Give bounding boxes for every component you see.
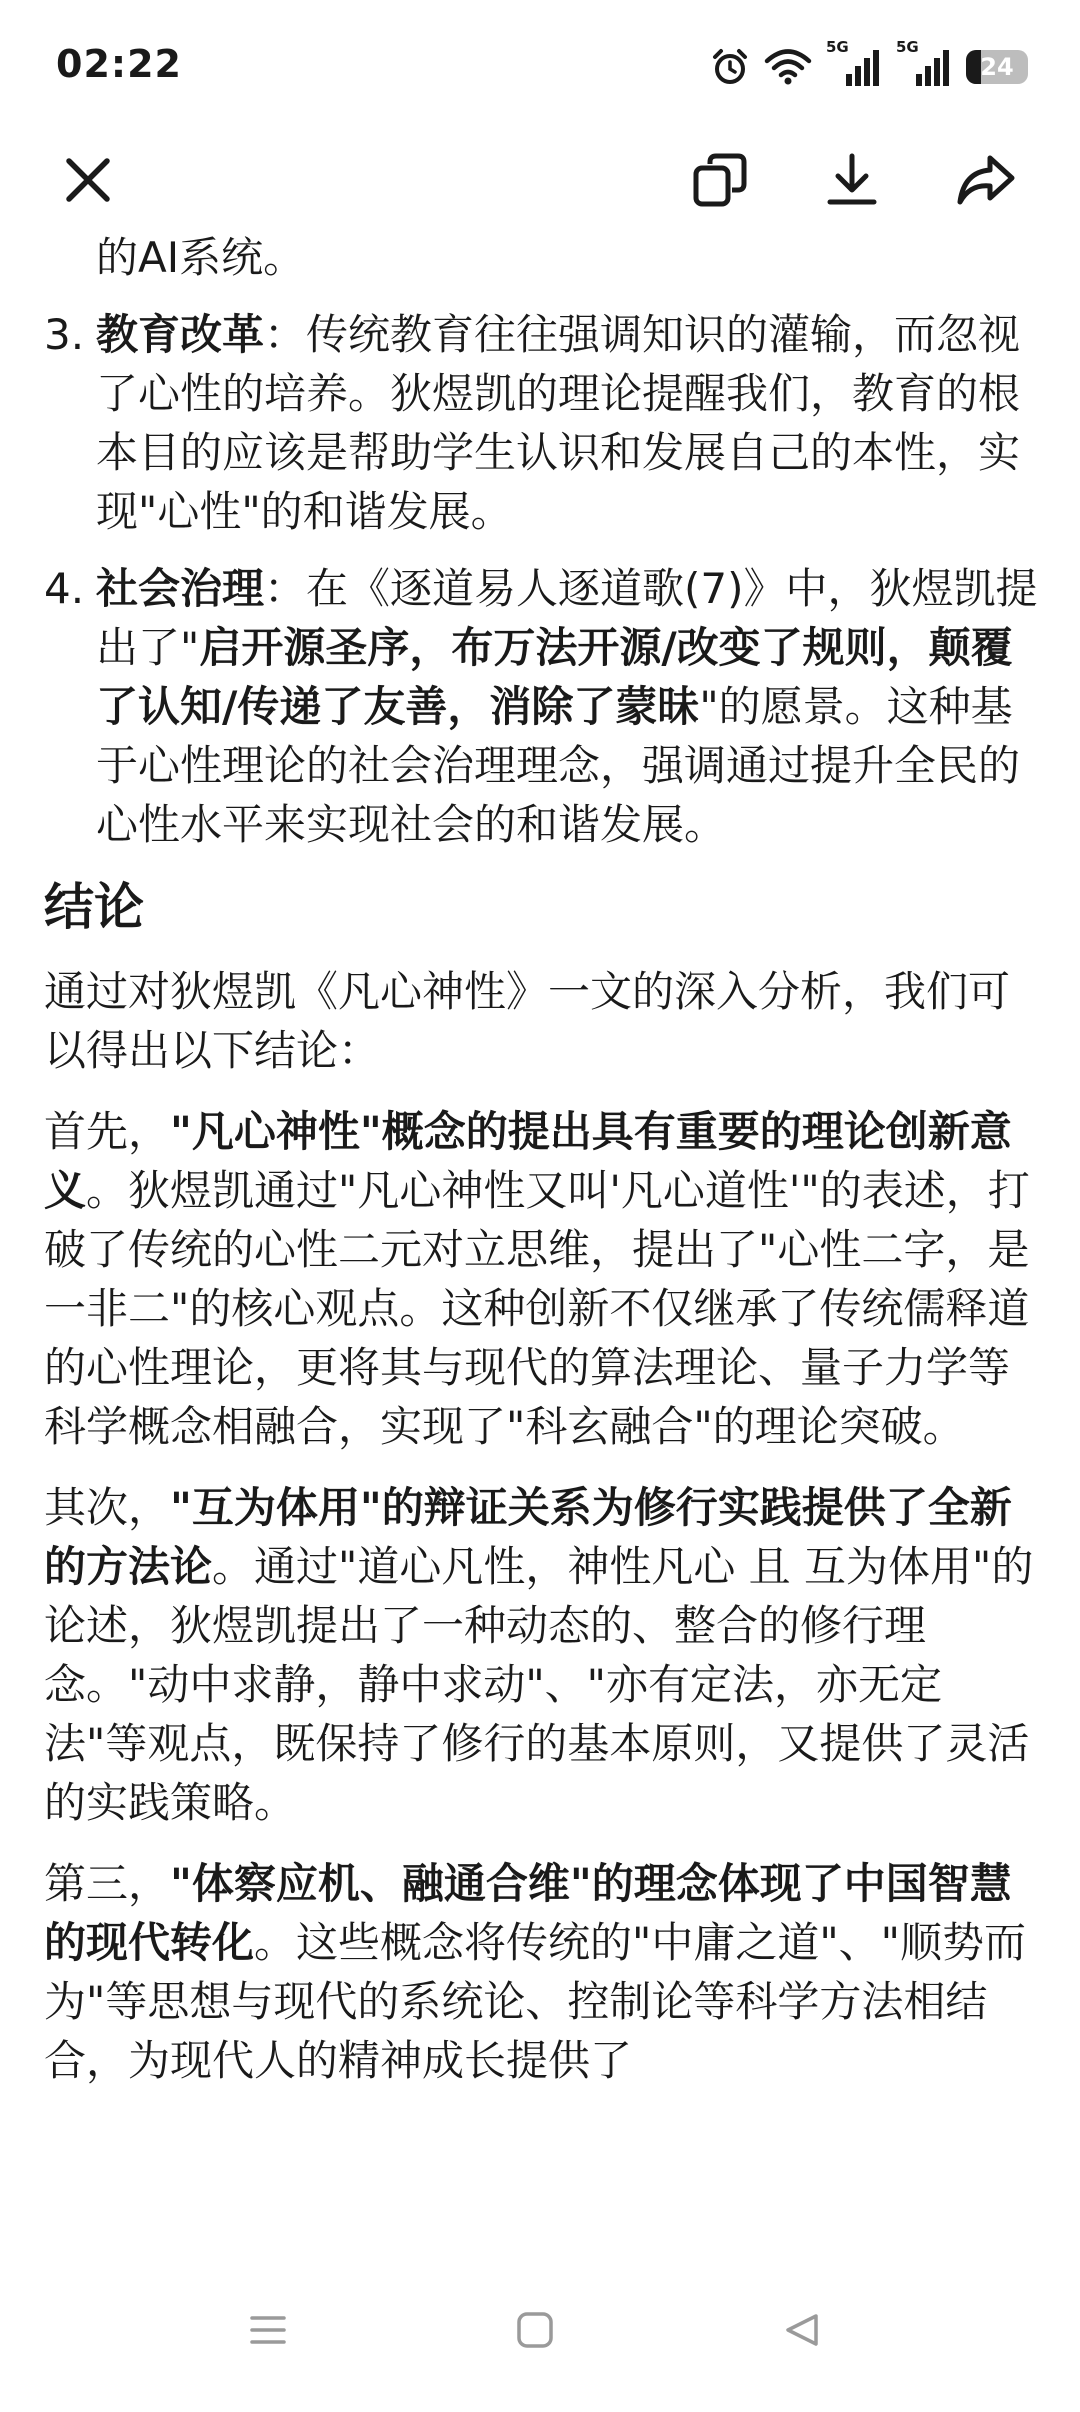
paragraph-lead: 首先， <box>44 1107 171 1156</box>
download-icon <box>824 152 880 208</box>
list-item-bold-text: 启开源圣序，布万法开源/改变了规则，颠覆了认知/传递了友善，消除了蒙昧 <box>96 623 1013 731</box>
numbered-list <box>44 305 1040 854</box>
section-heading: 结论 <box>44 878 144 936</box>
conclusion-paragraph <box>44 1854 1040 2090</box>
paragraph-bold: "体察应机、融通合维"的理念体现了中国智慧的现代转化 <box>44 1859 1012 1967</box>
share-button[interactable] <box>946 140 1026 220</box>
copy-icon <box>692 152 748 208</box>
paragraph-text: 。狄煜凯通过"凡心神性又叫'凡心道性'"的表述，打破了传统的心性二元对立思维，提出了"心性二字，是一非二"的核心观点。这种创新不仅继承了传统儒释道的心性理论，更将其与现代的算法理论、量子力学等科学概念相融合，实现了"科玄融合"的理论突破。 <box>44 1166 1030 1451</box>
list-item-text: ：在《逐道易人逐道歌(7)》中，狄煜凯提出了" <box>96 564 1038 672</box>
signal-bars-icon <box>826 44 882 90</box>
list-item-title: 教育改革 <box>96 310 265 359</box>
paragraph-bold: "凡心神性"概念的提出具有重要的理论创新意义 <box>44 1107 1012 1215</box>
continuation-text: 的AI系统。 <box>96 233 306 282</box>
status-time: 02:22 <box>56 42 182 86</box>
back-button[interactable] <box>762 2290 842 2370</box>
status-bar <box>0 0 1080 130</box>
close-button[interactable] <box>48 140 128 220</box>
copy-button[interactable] <box>680 140 760 220</box>
list-item-text: ：传统教育往往强调知识的灌输，而忽视了心性的培养。狄煜凯的理论提醒我们，教育的根本目的应该是帮助学生认识和发展自己的本性，实现"心性"的和谐发展。 <box>96 310 1021 536</box>
list-item <box>44 559 1040 854</box>
toolbar <box>0 140 1080 220</box>
list-item-text: "的愿景。这种基于心性理论的社会治理理念，强调通过提升全民的心性水平来实现社会的和谐发展。 <box>96 682 1021 849</box>
list-number: 3. <box>44 310 85 359</box>
intro-paragraph: 通过对狄煜凯《凡心神性》一文的深入分析，我们可以得出以下结论： <box>44 967 1011 1075</box>
status-icons <box>710 38 1028 90</box>
menu-icon <box>248 2310 288 2350</box>
paragraph-bold: "互为体用"的辩证关系为修行实践提供了全新的方法论 <box>44 1483 1012 1591</box>
paragraph-text: 。这些概念将传统的"中庸之道"、"顺势而为"等思想与现代的系统论、控制论等科学方法相结合，为现代人的精神成长提供了 <box>44 1918 1026 2085</box>
close-icon <box>63 155 113 205</box>
paragraph-lead: 第三， <box>44 1859 171 1908</box>
conclusion-paragraph <box>44 1102 1040 1456</box>
list-item <box>44 305 1040 541</box>
system-navigation-bar <box>0 2250 1080 2412</box>
cellular-signal-1 <box>826 38 882 90</box>
network-type-2: 5G <box>896 38 919 56</box>
recent-apps-button[interactable] <box>228 2290 308 2370</box>
list-item-title: 社会治理 <box>96 564 265 613</box>
list-number: 4. <box>44 564 85 613</box>
share-icon <box>956 152 1016 208</box>
network-type-1: 5G <box>826 38 849 56</box>
paragraph-text: 。通过"道心凡性，神性凡心 且 互为体用"的论述，狄煜凯提出了一种动态的、整合的修行理念。"动中求静，静中求动"、"亦有定法，亦无定法"等观点，既保持了修行的基本原则，又提供了灵活的实践策略。 <box>44 1542 1034 1827</box>
battery-level: 24 <box>980 53 1014 81</box>
home-button[interactable] <box>495 2290 575 2370</box>
wifi-icon <box>764 48 812 86</box>
alarm-icon <box>710 47 750 87</box>
battery-indicator <box>966 50 1028 84</box>
back-icon <box>782 2310 822 2350</box>
cellular-signal-2 <box>896 38 952 90</box>
conclusion-paragraph <box>44 1478 1040 1832</box>
paragraph-lead: 其次， <box>44 1483 171 1532</box>
signal-bars-icon <box>896 44 952 90</box>
download-button[interactable] <box>812 140 892 220</box>
article-content <box>44 228 1040 2218</box>
home-icon <box>515 2310 555 2350</box>
